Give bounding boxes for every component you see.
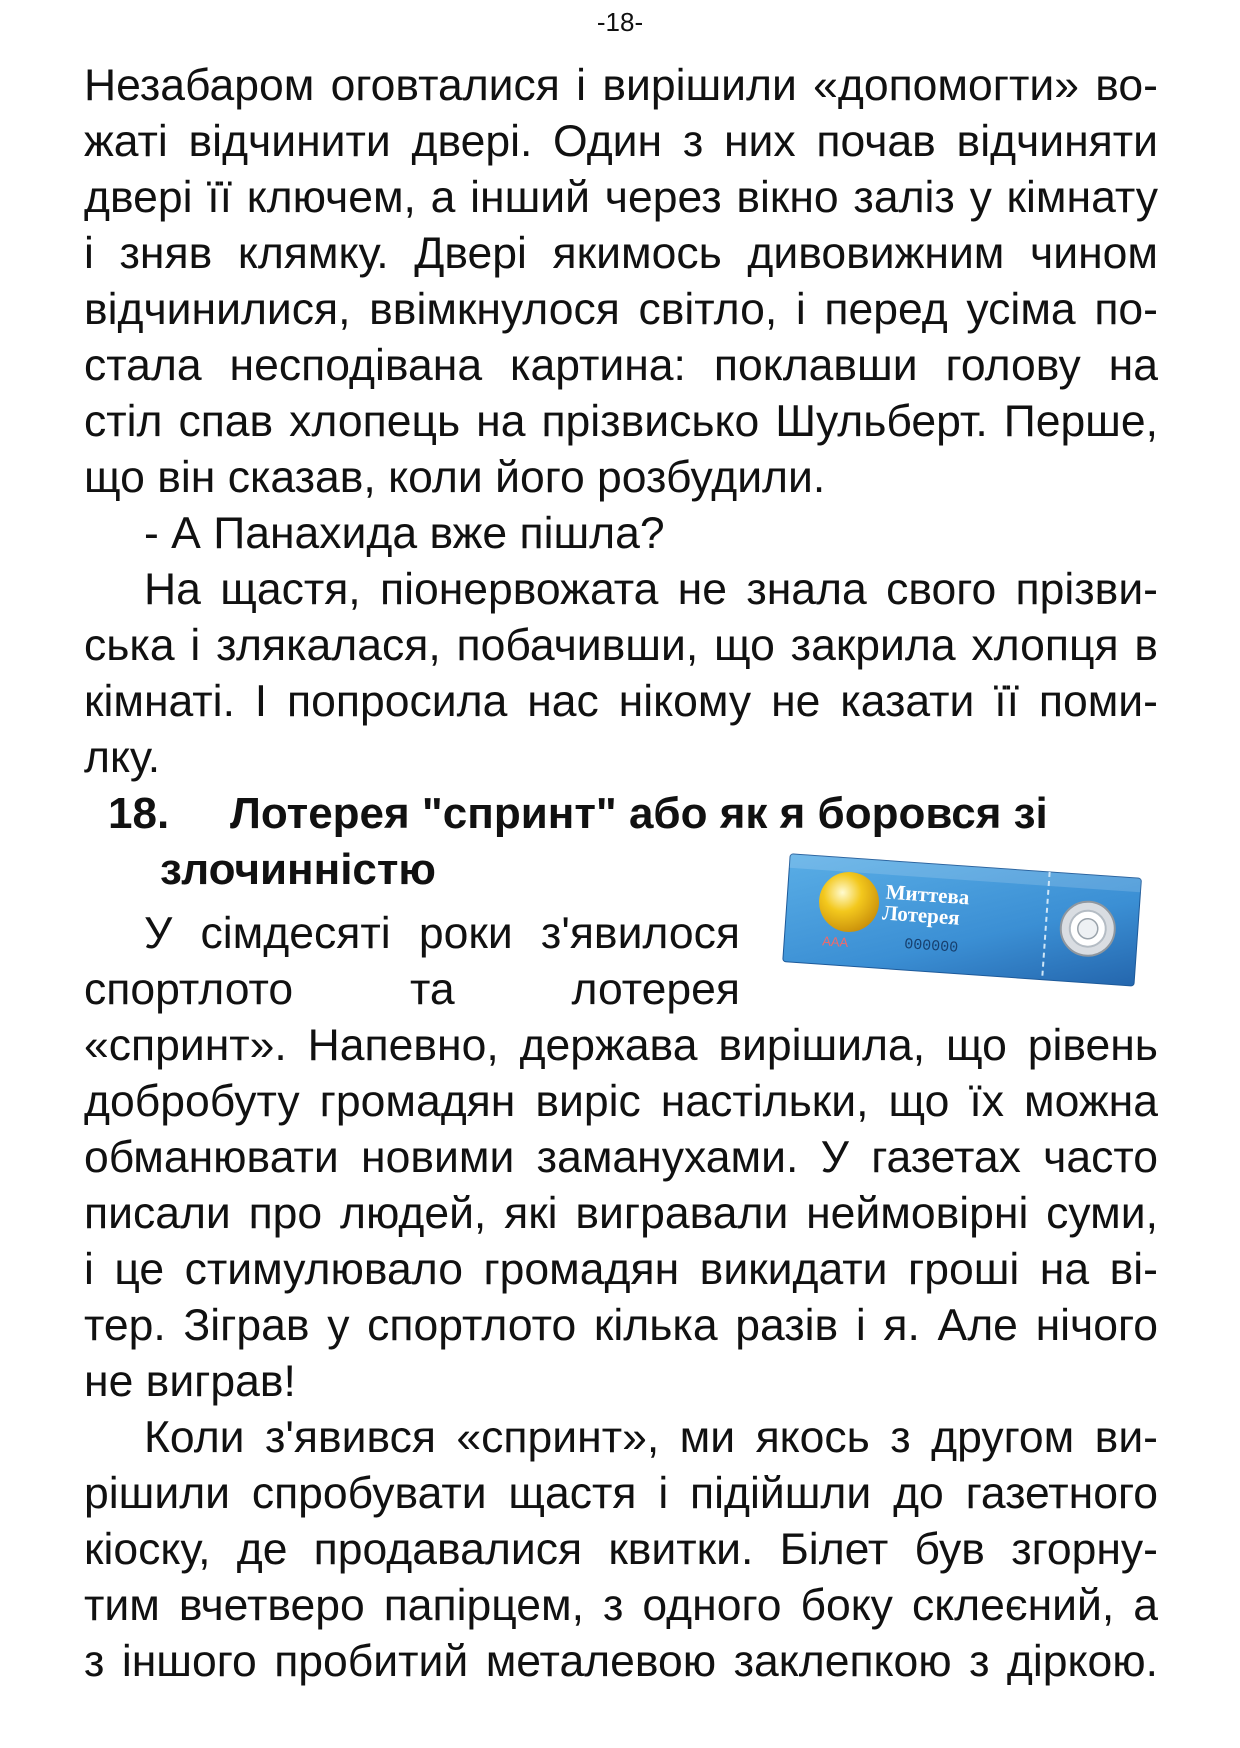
- text-line: лку.: [84, 733, 161, 782]
- text-line: спортлото та лотерея: [84, 965, 740, 1014]
- paragraph-4: [84, 1410, 1158, 1690]
- ticket-label-1: Миттева: [885, 879, 971, 910]
- text-line: У сімдесяті роки з'явилося: [144, 909, 740, 958]
- text-line: відчинилися, ввімкнулося світло, і перед усіма по-: [84, 285, 1158, 334]
- paragraph-3: [84, 1018, 1158, 1410]
- text-line: і це стимулювало громадян викидати гроші на ві-: [84, 1245, 1158, 1294]
- text-line: обманювати новими заманухами. У газетах часто: [84, 1133, 1158, 1182]
- text-line: стіл спав хлопець на прізвисько Шульберт. Перше,: [84, 397, 1158, 446]
- page-number: -18-: [596, 7, 644, 37]
- ticket-label-2: Лотерея: [881, 900, 961, 930]
- text-line: тер. Зіграв у спортлото кілька разів і я. Але нічого: [84, 1301, 1158, 1350]
- text-line: рішили спробувати щастя і підійшли до газетного: [84, 1469, 1158, 1518]
- text-line: кімнаті. І попросила нас нікому не казати її поми-: [84, 677, 1158, 726]
- text-line: і зняв клямку. Двері якимось дивовижним чином: [84, 229, 1158, 278]
- text-line: не виграв!: [84, 1357, 296, 1406]
- text-line: Коли з'явився «спринт», ми якось з другом ви-: [144, 1413, 1158, 1462]
- ticket-serial-prefix: ААА: [821, 933, 849, 951]
- text-line: що він сказав, коли його розбудили.: [84, 453, 826, 502]
- lottery-ticket-image: [778, 852, 1148, 990]
- text-line: «спринт». Напевно, держава вирішила, що рівень: [84, 1021, 1158, 1070]
- paragraph-1: [84, 58, 1158, 562]
- text-line: писали про людей, які вигравали неймовірні суми,: [84, 1189, 1158, 1238]
- text-line: кіоску, де продавалися квитки. Білет був згорну-: [84, 1525, 1158, 1574]
- section-number: 18.: [108, 789, 170, 838]
- text-line: На щастя, піонервожата не знала свого прізви-: [144, 565, 1158, 614]
- lottery-ticket-icon: [778, 852, 1148, 990]
- text-line: добробуту громадян виріс настільки, що їх можна: [84, 1077, 1158, 1126]
- paragraph-3-narrow: [84, 906, 740, 1018]
- text-line: стала несподівана картина: поклавши голову на: [84, 341, 1158, 390]
- text-line: двері її ключем, а інший через вікно заліз у кімнату: [84, 173, 1158, 222]
- section-title-line-2: злочинністю: [160, 845, 437, 894]
- text-line: Незабаром оговталися і вирішили «допомогти» во-: [84, 61, 1158, 110]
- paragraph-2: [84, 562, 1158, 786]
- text-line: ська і злякалася, побачивши, що закрила хлопця в: [84, 621, 1158, 670]
- text-line: тим вчетверо папірцем, з одного боку склеєний, а: [84, 1581, 1158, 1630]
- text-line: з іншого пробитий металевою заклепкою з діркою.: [84, 1637, 1158, 1686]
- text-line: жаті відчинити двері. Один з них почав відчиняти: [84, 117, 1158, 166]
- section-title-line-1: Лотерея "спринт" або як я боровся зі: [230, 789, 1048, 838]
- ticket-serial-number: 000000: [903, 935, 959, 957]
- dialogue-line: - А Панахида вже пішла?: [144, 509, 665, 558]
